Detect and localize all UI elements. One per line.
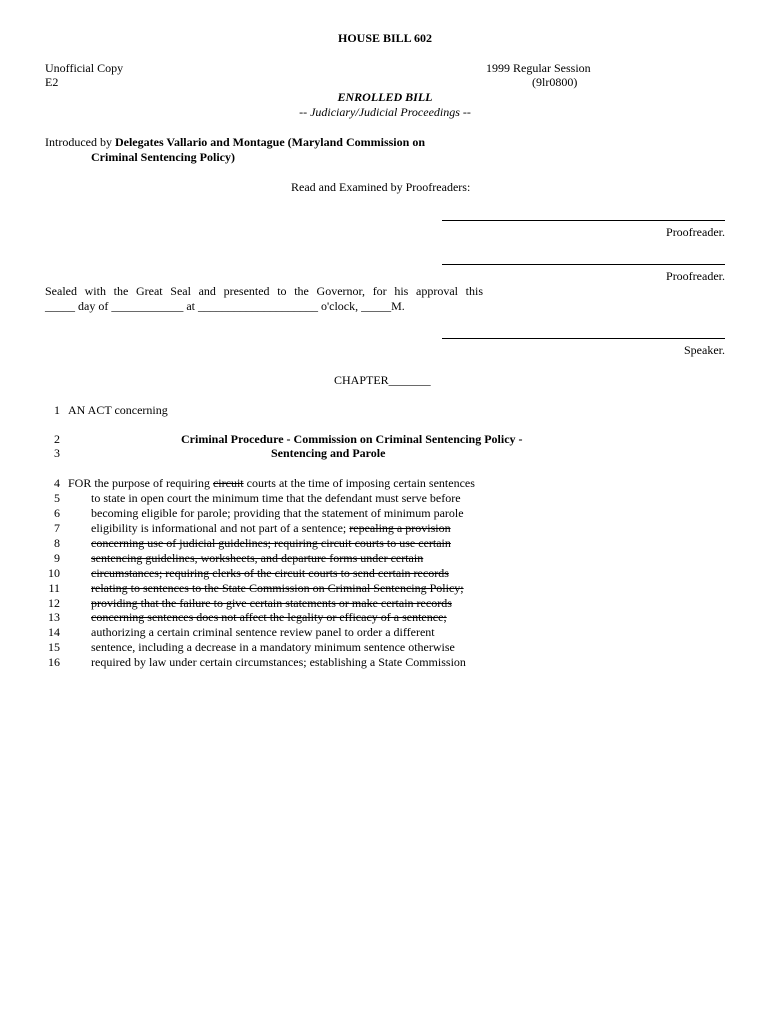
proofreader-label-2: Proofreader. [666,269,725,283]
line-number: 16 [48,655,60,669]
line-number: 5 [54,491,60,505]
line-number: 4 [54,476,60,490]
line-number: 11 [48,581,60,595]
act-concerning: AN ACT concerning [68,403,168,417]
bill-title: HOUSE BILL 602 [337,31,433,45]
line-text: becoming eligible for parole; providing that the statement of minimum parole [91,506,464,520]
sealed-line-2: _____ day of ____________ at ____________________ o'clock, _____M. [45,299,405,313]
line-text: FOR the purpose of requiring [68,476,213,490]
line-text: to state in open court the minimum time that the defendant must serve before [91,491,461,505]
enrolled-label: ENROLLED BILL [337,90,433,104]
bill-code: E2 [45,75,59,89]
sponsors-line-2: Criminal Sentencing Policy) [91,150,235,164]
line-number: 10 [48,566,60,580]
line-number: 13 [48,610,60,624]
session-label: 1999 Regular Session [486,61,591,75]
read-examined-label: Read and Examined by Proofreaders: [291,180,471,194]
line-text: required by law under certain circumstances; establishing a State Commission [91,655,466,669]
line-number: 2 [54,432,60,446]
line-number: 14 [48,625,60,639]
struck-text: concerning use of judicial guidelines; requiring circuit courts to use certain [91,536,451,550]
doc-number: (9lr0800) [532,75,578,89]
struck-text: providing that the failure to give certain statements or make certain records [91,596,452,610]
introduced-by [45,135,425,150]
chapter-label: CHAPTER_______ [334,373,431,387]
line-number: 12 [48,596,60,610]
copy-label: Unofficial Copy [45,61,124,75]
speaker-signature-line [442,338,725,339]
line-number: 3 [54,446,60,460]
act-title-line-2: Sentencing and Parole [271,446,386,460]
line-number: 8 [54,536,60,550]
line-number: 7 [54,521,60,535]
act-title-line-1: Criminal Procedure - Commission on Criminal Sentencing Policy - [181,432,523,446]
sealed-line-1: Sealed with the Great Seal and presented to the Governor, for his approval this [45,284,483,298]
speaker-label: Speaker. [684,343,725,357]
committee-label: -- Judiciary/Judicial Proceedings -- [299,105,471,119]
struck-text: concerning sentences does not affect the legality or efficacy of a sentence; [91,610,447,624]
struck-text: circumstances; requiring clerks of the circuit courts to send certain records [91,566,449,580]
struck-text: relating to sentences to the State Commission on Criminal Sentencing Policy; [91,581,464,595]
struck-text: sentencing guidelines, worksheets, and departure forms under certain [91,551,424,565]
struck-text: repealing a provision [349,521,451,535]
line-text: authorizing a certain criminal sentence review panel to order a different [91,625,435,639]
line-text: eligibility is informational and not part of a sentence; [91,521,350,535]
line-text: courts at the time of imposing certain sentences [243,476,475,490]
line-number: 15 [48,640,60,654]
sponsors-line-1: Delegates Vallario and Montague (Maryland Commission on [114,135,425,149]
proofreader-signature-line-1 [442,220,725,221]
proofreader-label-1: Proofreader. [666,225,725,239]
struck-text: circuit [212,476,244,490]
line-text: sentence, including a decrease in a mandatory minimum sentence otherwise [91,640,455,654]
line-number: 1 [54,403,60,417]
introduced-prefix: Introduced by [45,135,115,149]
proofreader-signature-line-2 [442,264,725,265]
line-number: 9 [54,551,60,565]
line-number: 6 [54,506,60,520]
